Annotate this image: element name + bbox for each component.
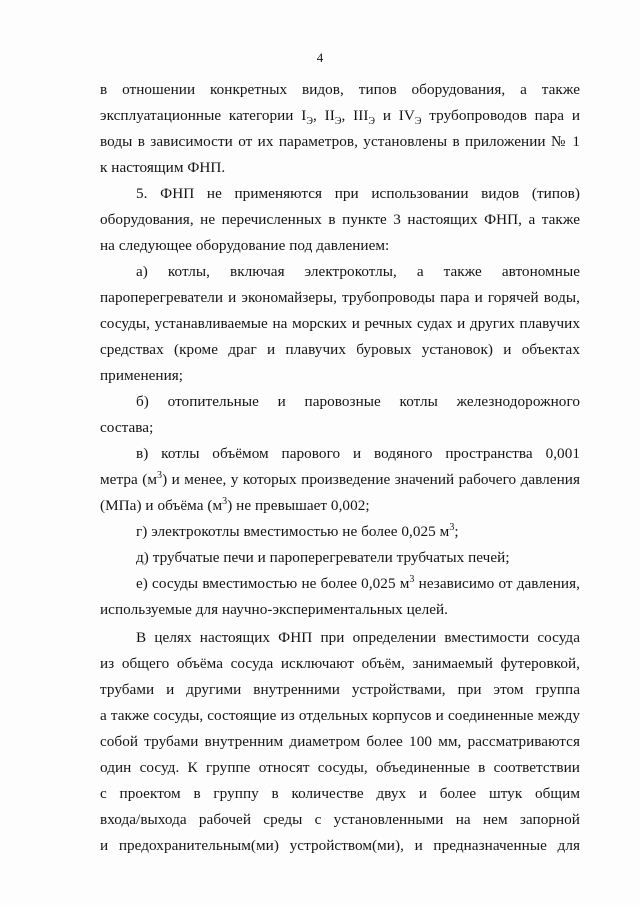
text-line: собой трубами внутренним диаметром более 100 мм, рассматриваются (100, 733, 580, 750)
text-line: на следующее оборудование под давлением: (100, 237, 390, 254)
text-line: применения; (100, 367, 184, 384)
text-line: воды в зависимости от их параметров, установлены в приложении № 1 (100, 133, 580, 150)
page-number: 4 (316, 50, 324, 65)
text-line: е) сосуды вместимостью не более 0,025 $м^3$ независимо от давления, (136, 574, 580, 592)
text-line: из общего объёма сосуда исключают объём, занимаемый футеровкой, (100, 655, 580, 672)
text-line: эксплуатационные категории $I_Э$, $II_Э$, $III_Э$ и $IV_Э$ трубопроводов пара и (100, 107, 580, 126)
text-line: г) электрокотлы вместимостью не более 0,025 $м^3$; (136, 521, 459, 540)
text-line: трубами и другими внутренними устройствами, при этом группа (100, 681, 580, 698)
text-line: б) отопительные и паровозные котлы железнодорожного (136, 393, 580, 410)
text-line: входа/выхода рабочей среды с установленными на нем запорной (100, 811, 580, 828)
text-line: используемые для научно-экспериментальных целей. (100, 601, 449, 618)
text-line: 5. ФНП не применяются при использовании видов (типов) (136, 185, 580, 202)
text-line: средствах (кроме драг и плавучих буровых установок) и объектах (100, 341, 580, 358)
text-line: в) котлы объёмом парового и водяного пространства 0,001 (136, 445, 580, 462)
text-line: (МПа) и объёма $(м^3)$ не превышает 0,002; (100, 495, 370, 514)
text-line: пароперегреватели и экономайзеры, трубопроводы пара и горячей воды, (100, 289, 580, 306)
text-line: один сосуд. К группе относят сосуды, объединенные в соответствии (100, 759, 580, 776)
text-line: с проектом в группу в количестве двух и более штук общим (100, 785, 580, 802)
text-line: В целях настоящих ФНП при определении вместимости сосуда (136, 629, 580, 646)
text-line: сосуды, устанавливаемые на морских и речных судах и других плавучих (100, 315, 580, 332)
text-line: оборудования, не перечисленных в пункте 3 настоящих ФНП, а также (100, 211, 580, 228)
text-line: состава; (100, 419, 154, 436)
text-line: и предохранительным(ми) устройством(ми), и предназначенные для (100, 837, 580, 854)
text-line: а также сосуды, состоящие из отдельных корпусов и соединенные между (100, 707, 580, 724)
text-line: а) котлы, включая электрокотлы, а также автономные (136, 263, 580, 280)
text-line: д) трубчатые печи и пароперегреватели трубчатых печей; (136, 549, 510, 566)
text-line: в отношении конкретных видов, типов оборудования, а также (100, 81, 580, 98)
text-line: метра $(м^3)$ и менее, у которых произведение значений рабочего давления (100, 470, 580, 488)
text-line: к настоящим ФНП. (100, 159, 226, 176)
